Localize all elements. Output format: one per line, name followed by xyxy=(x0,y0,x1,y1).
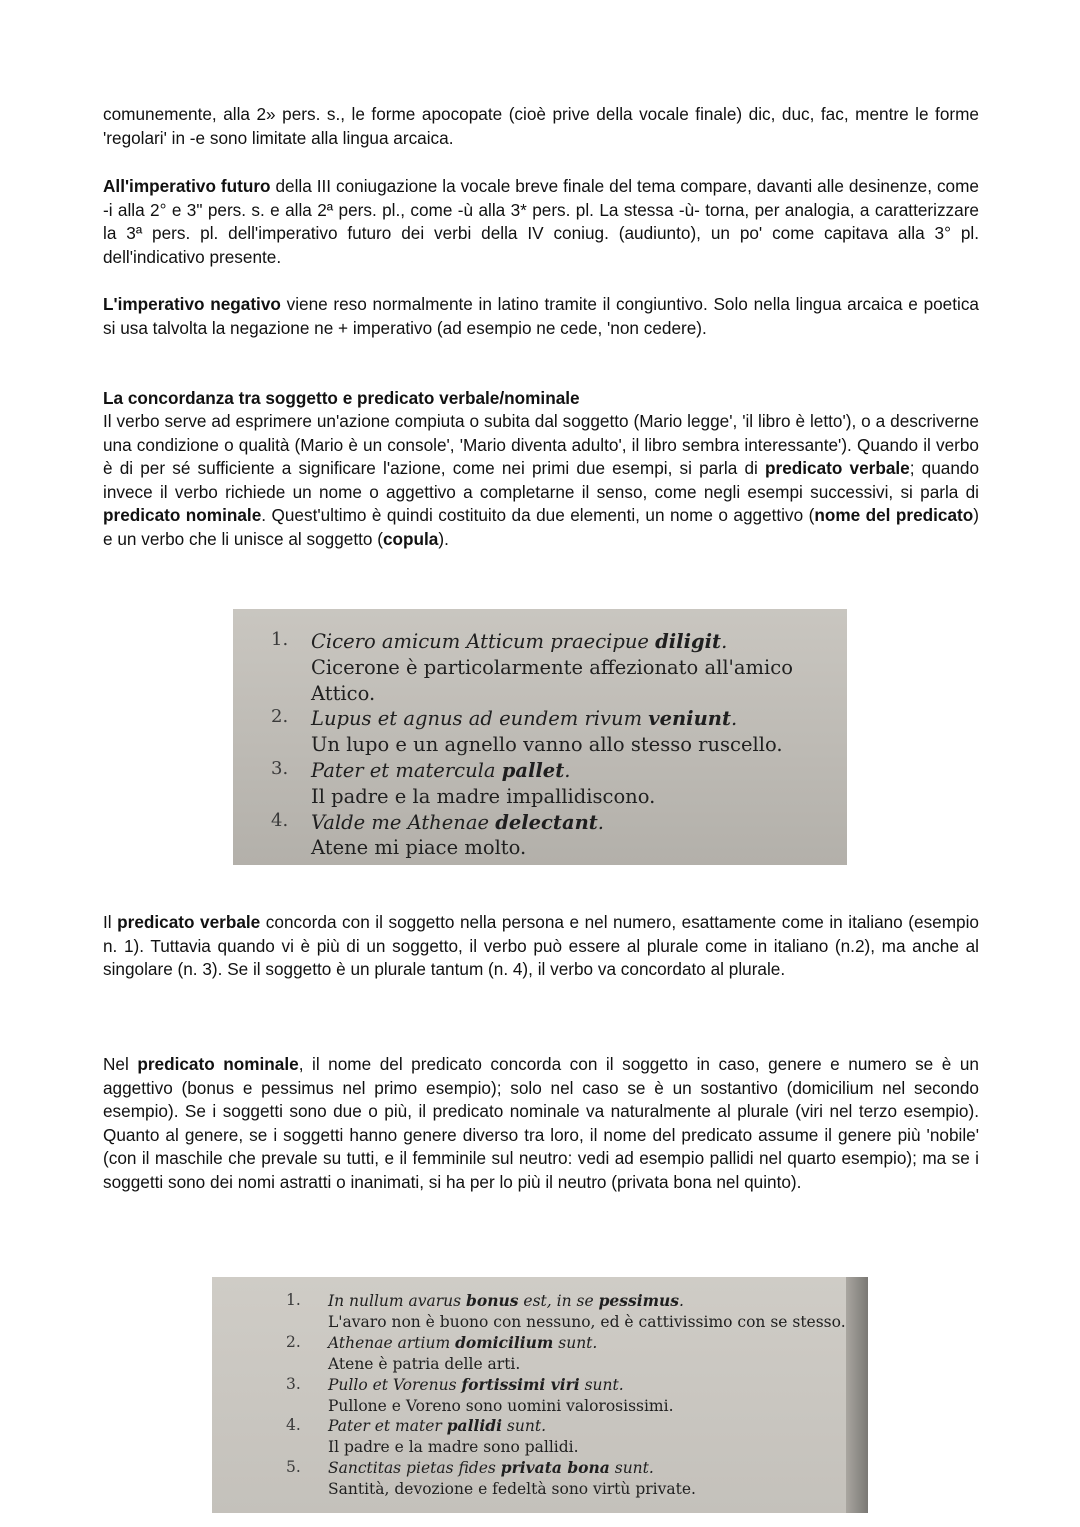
example-list xyxy=(271,629,847,861)
section-title: La concordanza tra soggetto e predicato verbale/nominale xyxy=(103,388,580,408)
example-number: 4. xyxy=(286,1416,301,1435)
italian-translation: Cicerone è particolarmente affezionato all'amico Attico. xyxy=(311,655,793,705)
paragraph-imperativo-futuro xyxy=(103,175,979,269)
paragraph-text: Il xyxy=(103,912,118,932)
example-number: 2. xyxy=(271,706,289,728)
term-imperativo-negativo: L'imperativo negativo xyxy=(103,294,281,314)
paragraph-text: ; quando invece il verbo richiede un nome o aggettivo a completarne il senso, come negli esempi successivi, si parla di xyxy=(103,458,980,502)
paragraph-text: della III coniugazione la vocale breve finale del tema compare, davanti alle desinenze, come -i alla 2° e 3" pers. s. e alla 2ª pers. pl., come -ù alla 3* pers. pl. La stessa -ù- torna, per analogia, a caratterizzare la 3ª pers. pl. dell'imperativo futuro dei verbi della IV coniug. (audiunto), un po' come capitava alla 3° pl. dell'indicativo presente. xyxy=(103,176,979,267)
paragraph-text: ). xyxy=(438,528,449,549)
term-predicato-nominale: predicato nominale xyxy=(103,505,262,525)
latin-sentence: Pullo et Vorenus fortissimi viri sunt. xyxy=(328,1374,624,1394)
example-item xyxy=(271,706,847,758)
term-copula: copula xyxy=(382,528,439,549)
example-item xyxy=(271,629,847,706)
italian-translation: Atene mi piace molto. xyxy=(311,836,527,860)
paragraph-text: Il verbo serve ad esprimere un'azione compiuta o subita dal soggetto (Mario legge', 'il libro è letto'), o a descriverne una condizione o qualità (Mario è un console', 'Mario diventa adulto', il libro sembra interessante'). Quando il verbo è di per sé sufficiente a significare l'azione, come nei primi due esempi, si parla di xyxy=(103,411,979,478)
term-nome-del-predicato: nome del predicato xyxy=(814,505,974,525)
italian-translation: L'avaro non è buono con nessuno, ed è cattivissimo con se stesso. xyxy=(328,1312,846,1331)
paragraph-text: , il nome del predicato concorda con il soggetto in caso, genere e numero se è un aggettivo (bonus e pessimus nel primo esempio); solo nel caso se è un sostantivo (domicilium nel secondo esempio). Se i soggetti sono due o più, il predicato nominale va naturalmente al plurale (viri nel terzo esempio). Quanto al genere, se i soggetti hanno genere diverso tra loro, il nome del predicato assume il genere più 'nobile' (con il maschile che prevale su tutti, e il femminile sul neutro: vedi ad esempio pallidi nel quarto esempio); ma se i soggetti sono dei nomi astratti o inanimati, si ha per lo più il neutro (privata bona nel quinto). xyxy=(103,1054,979,1192)
example-number: 4. xyxy=(271,809,289,831)
book-page-edge xyxy=(846,1277,868,1513)
paragraph-predicato-nominale xyxy=(103,1053,979,1194)
latin-sentence: Lupus et agnus ad eundem rivum veniunt. xyxy=(311,707,738,731)
term-predicato-nominale: predicato nominale xyxy=(137,1054,299,1074)
paragraph-concordanza xyxy=(103,410,979,551)
term-imperativo-futuro: All'imperativo futuro xyxy=(103,176,271,196)
example-number: 5. xyxy=(286,1458,301,1477)
example-number: 1. xyxy=(286,1291,301,1309)
italian-translation: Il padre e la madre impallidiscono. xyxy=(311,784,656,808)
italian-translation: Il padre e la madre sono pallidi. xyxy=(328,1438,579,1457)
italian-translation: Atene è patria delle arti. xyxy=(328,1354,521,1373)
example-item xyxy=(271,810,847,862)
example-item xyxy=(286,1291,846,1333)
latin-sentence: Pater et matercula pallet. xyxy=(311,758,571,782)
example-number: 1. xyxy=(271,629,289,650)
example-item xyxy=(286,1416,846,1458)
latin-sentence: Cicero amicum Atticum praecipue diligit. xyxy=(311,630,728,653)
example-number: 3. xyxy=(271,757,289,779)
example-number: 3. xyxy=(286,1374,301,1393)
example-list xyxy=(286,1291,846,1500)
example-photo-verbale xyxy=(233,609,847,865)
latin-sentence: In nullum avarus bonus est, in se pessimus. xyxy=(328,1291,684,1310)
term-predicato-verbale: predicato verbale xyxy=(765,458,910,478)
example-item xyxy=(286,1458,846,1500)
italian-translation: Pullone e Voreno sono uomini valorosissimi. xyxy=(328,1396,674,1415)
paragraph-text: . Quest'ultimo è quindi costituito da due elementi, un nome o aggettivo ( xyxy=(261,505,815,525)
example-item xyxy=(271,758,847,810)
latin-sentence: Sanctitas pietas fides privata bona sunt. xyxy=(328,1458,654,1478)
italian-translation: Un lupo e un agnello vanno allo stesso ruscello. xyxy=(311,733,783,757)
paragraph-text: Nel xyxy=(103,1054,138,1074)
paragraph-text: concorda con il soggetto nella persona e nel numero, esattamente come in italiano (esempio n. 1). Tuttavia quando vi è più di un soggetto, il verbo può essere al plurale come in italiano (n.2), ma anche al singolare (n. 3). Se il soggetto è un plurale tantum (n. 4), il verbo va concordato al plurale. xyxy=(103,912,979,979)
paragraph-intro: comunemente, alla 2» pers. s., le forme apocopate (cioè prive della vocale finale) dic, duc, fac, mentre le forme 'regolari' in -e sono limitate alla lingua arcaica. xyxy=(103,104,979,148)
latin-sentence: Athenae artium domicilium sunt. xyxy=(328,1332,598,1352)
term-predicato-verbale: predicato verbale xyxy=(117,912,261,932)
example-number: 2. xyxy=(286,1332,301,1351)
paragraph-imperativo-negativo xyxy=(103,293,979,340)
latin-sentence: Pater et mater pallidi sunt. xyxy=(328,1416,547,1436)
paragraph-predicato-verbale xyxy=(103,911,979,982)
paragraph-text: ) e un verbo che li unisce al soggetto ( xyxy=(103,505,979,549)
latin-sentence: Valde me Athenae delectant. xyxy=(311,810,604,834)
example-item xyxy=(286,1333,846,1375)
example-photo-nominale xyxy=(212,1277,868,1513)
example-item xyxy=(286,1375,846,1417)
paragraph-text: viene reso normalmente in latino tramite il congiuntivo. Solo nella lingua arcaica e poetica si usa talvolta la negazione ne + imperativo (ad esempio ne cede, 'non cedere). xyxy=(103,294,979,338)
italian-translation: Santità, devozione e fedeltà sono virtù private. xyxy=(328,1480,696,1499)
